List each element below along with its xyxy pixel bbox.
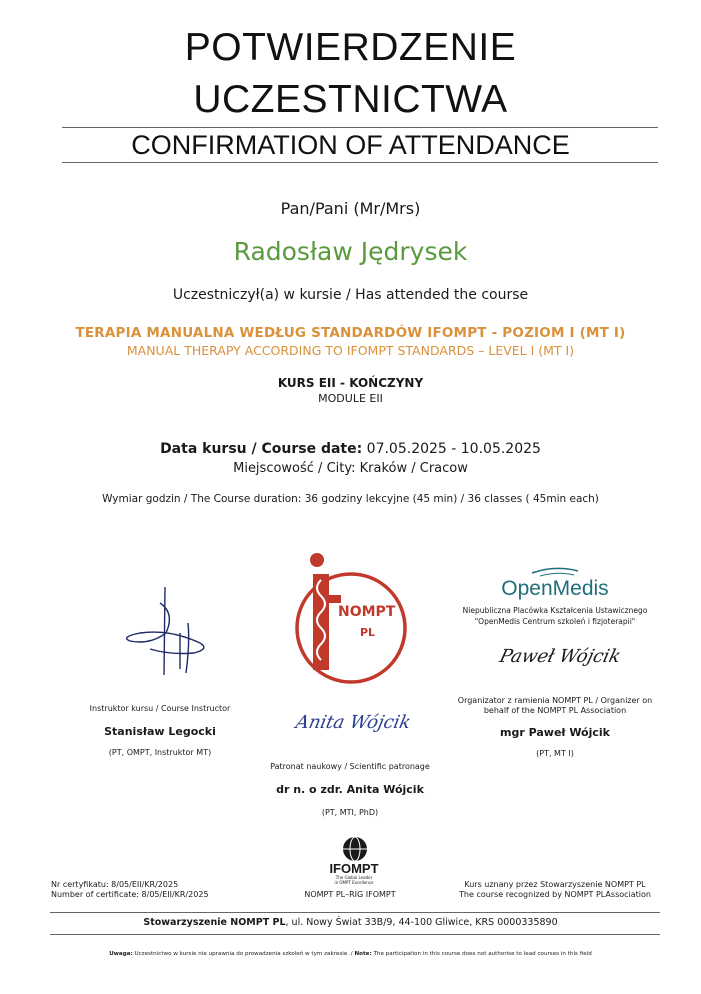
instructor-name: Stanisław Legocki — [104, 725, 216, 738]
note-label-pl: Uwaga: — [109, 951, 133, 957]
footer-rule-bottom — [50, 934, 660, 935]
patron-signature: Anita Wójcik — [293, 712, 413, 733]
organizer-name: mgr Paweł Wójcik — [500, 726, 610, 739]
ifompt-logo — [314, 835, 394, 885]
patron-creds: (PT, MTI, PhD) — [321, 808, 379, 817]
note-line — [0, 951, 701, 957]
note-label-en: Note: — [354, 951, 372, 957]
instructor-signature — [110, 583, 220, 683]
ifompt-tag2: in OMPT Excellence — [334, 880, 374, 885]
course-city: Miejscowość / City: Kraków / Cracow — [233, 461, 468, 476]
ifompt-tag1: The Global Leader — [335, 875, 373, 880]
instructor-role: Instruktor kursu / Course Instructor — [89, 704, 231, 713]
organizer-role-line2: behalf of the NOMPT PL Association — [483, 706, 627, 715]
course-duration: Wymiar godzin / The Course duration: 36 godziny lekcyjne (45 min) / 36 classes ( 45min each) — [102, 493, 599, 505]
cert-no-en: Number of certificate: 8/05/EII/KR/2025 — [51, 890, 209, 899]
nompt-pl: PL — [360, 626, 376, 639]
patron-name: dr n. o zdr. Anita Wójcik — [276, 783, 424, 796]
cert-no-pl: Nr certyfikatu: 8/05/EII/KR/2025 — [51, 880, 179, 889]
recognized-en: The course recognized by NOMPT PLAssociation — [459, 890, 651, 899]
title-line1: POTWIERDZENIE — [184, 26, 517, 69]
footer-rule-top — [50, 912, 660, 913]
nompt-rig-ifompt: NOMPT PL–RIG IFOMPT — [304, 890, 396, 899]
attended-text: Uczestniczył(a) w kursie / Has attended the course — [172, 287, 529, 303]
organizer-role-line1: Organizator z ramienia NOMPT PL / Organizer on — [457, 696, 653, 705]
association-name: Stowarzyszenie NOMPT PL — [143, 917, 286, 928]
date-value: 07.05.2025 - 10.05.2025 — [362, 441, 541, 457]
date-label: Data kursu / Course date: — [160, 441, 363, 457]
course-title-pl: TERAPIA MANUALNA WEDŁUG STANDARDÓW IFOMPT - POZIOM I (MT I) — [75, 325, 626, 341]
nompt-logo — [288, 550, 418, 690]
organizer-signature: Paweł Wójcik — [497, 646, 623, 667]
association-address: , ul. Nowy Świat 33B/9, 44-100 Gliwice, KRS 0000335890 — [285, 917, 558, 928]
bottom-rule — [62, 162, 658, 163]
openmedis-line2: "OpenMedis Centrum szkoleń i fizjoterapii" — [474, 617, 636, 626]
nompt-logo-graphic — [288, 550, 418, 690]
openmedis-line1: Niepubliczna Placówka Kształcenia Ustawicznego — [462, 606, 648, 615]
patron-role: Patronat naukowy / Scientific patronage — [270, 762, 430, 771]
title-line2: UCZESTNICTWA — [193, 78, 508, 121]
note-pl: Uczestnictwo w kursie nie uprawnia do prowadzenia szkoleń w tym zakresie. / — [132, 951, 355, 957]
course-date — [0, 441, 701, 457]
openmedis-name: OpenMedis — [501, 577, 609, 600]
top-rule — [62, 127, 658, 128]
course-title-en: MANUAL THERAPY ACCORDING TO IFOMPT STANDARDS – LEVEL I (MT I) — [126, 343, 575, 358]
organizer-creds: (PT, MT I) — [536, 749, 574, 758]
module-en: MODULE EII — [318, 392, 383, 405]
globe-icon — [338, 835, 372, 863]
salutation: Pan/Pani (Mr/Mrs) — [280, 199, 421, 218]
recipient-name: Radosław Jędrysek — [233, 237, 468, 266]
recognized-pl: Kurs uznany przez Stowarzyszenie NOMPT PL — [464, 880, 646, 889]
ifompt-text: IFOMPT — [329, 861, 379, 876]
subtitle: CONFIRMATION OF ATTENDANCE — [131, 130, 570, 160]
instructor-creds: (PT, OMPT, Instruktor MT) — [108, 748, 212, 757]
openmedis-swoosh-icon — [530, 565, 580, 577]
note-en: The participation in this course does not authorise to lead courses in this field — [371, 951, 592, 957]
module-pl: KURS EII - KOŃCZYNY — [277, 376, 424, 390]
nompt-text: NOMPT — [338, 604, 396, 620]
association-line — [0, 917, 701, 928]
